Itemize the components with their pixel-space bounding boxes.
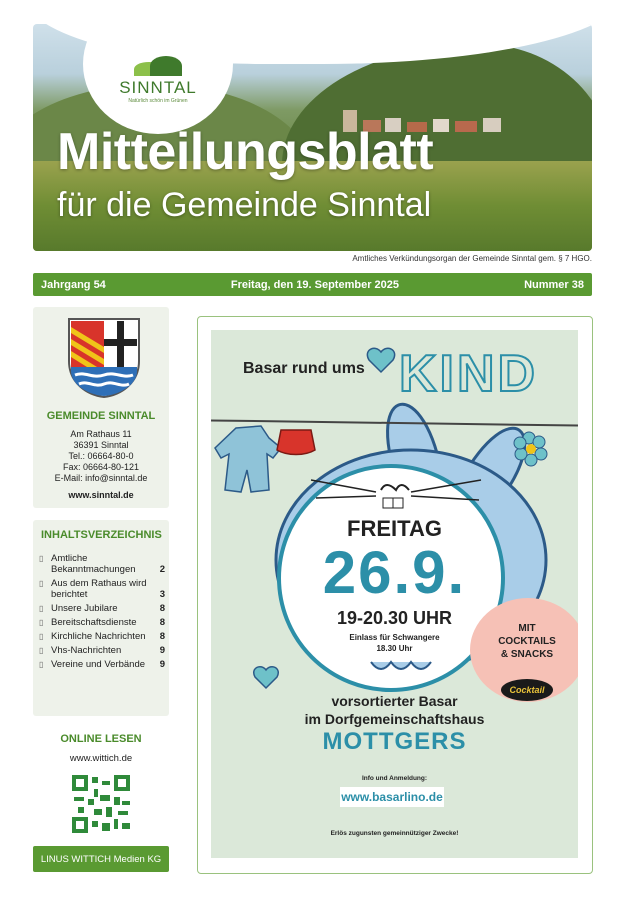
toc-item[interactable] [39,578,165,600]
poster-website[interactable]: www.basarlino.de [340,787,444,807]
toc-bullet-icon: ▯ [39,554,44,563]
municipality-name: GEMEINDE SINNTAL [46,410,156,422]
poster-description: vorsortierter Basar [331,693,458,709]
extras-line: COCKTAILS [498,636,556,647]
contact-fax: Fax: 06664-80-121 [62,462,140,472]
header-banner [33,24,592,251]
publisher-bar: LINUS WITTICH Medien KG [33,846,169,872]
poster-place: MOTTGERS [322,728,467,755]
issue-bar [33,273,592,296]
poster-note: Erlös zugunsten gemeinnütziger Zwecke! [330,830,459,837]
publication-title: Mitteilungsblatt [57,123,434,181]
toc-item-label: Vereine und Verbände [51,659,146,670]
toc-item[interactable] [39,603,165,614]
toc-item-page: 9 [159,645,165,656]
poster-day: FREITAG [347,516,442,541]
toc-item-page: 9 [159,659,165,670]
toc-item-page: 2 [159,564,165,575]
poster-description: im Dorfgemeinschaftshaus [304,711,485,727]
toc-bullet-icon: ▯ [39,632,44,641]
contact-address [33,429,169,501]
toc-item[interactable] [39,617,165,628]
toc-item-page: 8 [159,617,165,628]
issue-volume: Jahrgang 54 [41,278,106,291]
logo-hills-icon [134,56,182,76]
logo-tagline: Natürlich schön im Grünen [128,98,188,104]
toc-item-label: Bereitschaftsdienste [51,617,137,628]
issue-number: Nummer 38 [524,278,584,291]
einlass-line: Einlass für Schwangere [349,633,440,642]
cocktail-badge: Cocktail [501,679,553,701]
online-read-url[interactable]: www.wittich.de [69,753,133,764]
publication-subtitle: für die Gemeinde Sinntal [57,186,432,224]
toc-item-label: Amtliche Bekanntmachungen [51,553,136,575]
poster-extras [487,622,567,661]
contact-street: Am Rathaus 11 [70,429,132,439]
toc-item[interactable] [39,553,165,575]
contact-website[interactable]: www.sinntal.de [68,490,134,500]
toc-item-label: Aus dem Rathaus wird berichtet [51,578,147,600]
poster-info-label: Info und Anmeldung: [361,775,428,782]
issue-date: Freitag, den 19. September 2025 [230,278,400,291]
logo-wordmark: SINNTAL [119,78,197,97]
toc-title: INHALTSVERZEICHNIS [41,529,162,541]
contact-city: 36391 Sinntal [73,440,129,450]
toc-list [39,553,165,673]
toc-item[interactable] [39,659,165,670]
toc-item-label: Vhs-Nachrichten [51,645,122,656]
table-of-contents [33,520,169,716]
poster-heading-big: KIND [399,345,539,403]
official-note: Amtliches Verkündungsorgan der Gemeinde Sinntal gem. § 7 HGO. [352,254,592,263]
toc-item-label: Unsere Jubilare [51,603,118,614]
poster-date: 26.9. [322,539,467,606]
toc-item-page: 3 [159,589,165,600]
contact-phone: Tel.: 06664-80-0 [68,451,134,461]
toc-bullet-icon: ▯ [39,618,44,627]
toc-item[interactable] [39,631,165,642]
contact-email[interactable]: E-Mail: info@sinntal.de [54,473,148,483]
contact-box [33,307,169,508]
toc-item-label: Kirchliche Nachrichten [51,631,146,642]
qr-code-icon[interactable] [72,775,130,833]
online-read-title: ONLINE LESEN [60,733,142,745]
extras-line: & SNACKS [500,649,554,660]
toc-bullet-icon: ▯ [39,604,44,613]
poster-time: 19-20.30 UHR [336,608,453,628]
event-poster[interactable] [211,330,578,858]
extras-line: MIT [518,623,536,634]
einlass-line: 18.30 Uhr [376,644,413,653]
toc-item-page: 8 [159,631,165,642]
coat-of-arms-icon [67,317,141,399]
toc-bullet-icon: ▯ [39,660,44,669]
toc-item-page: 8 [159,603,165,614]
toc-bullet-icon: ▯ [39,579,44,588]
toc-bullet-icon: ▯ [39,646,44,655]
toc-item[interactable] [39,645,165,656]
poster-heading-small: Basar rund ums [243,360,365,377]
